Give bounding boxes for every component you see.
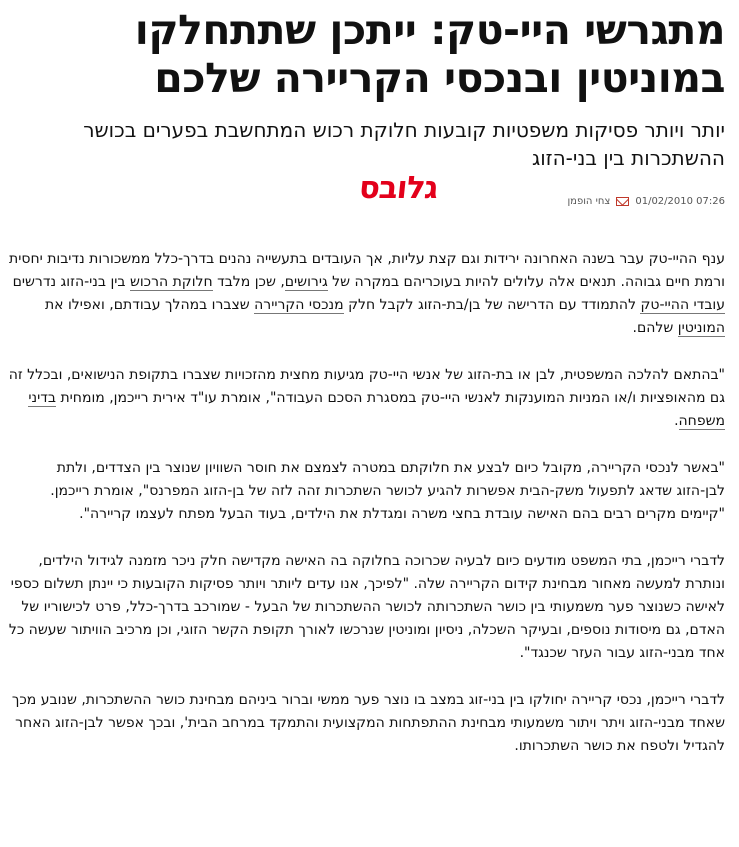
globes-logo[interactable]: גלובס: [356, 170, 439, 206]
paragraph-text: "בהתאם להלכה המשפטית, לבן או בת-הזוג של אנשי היי-טק מגיעות מחצית מהזכויות שצברו בתקופת הנישואים, ובכלל זה גם מהאופציות ו/או המניות המוענקות לאנשי היי-טק במסגרת הסכם העבודה", אומרת עו"ד אירית רייכמן, מומחית: [8, 367, 725, 406]
article-paragraph: [8, 248, 725, 340]
paragraph-text: בין בני-הזוג נדרשים: [12, 274, 130, 290]
article-paragraph: [8, 364, 725, 433]
paragraph-text: .: [674, 413, 679, 429]
mail-icon[interactable]: [616, 197, 629, 206]
byline: [567, 196, 725, 207]
byline-date-value: 01/02/2010: [635, 196, 693, 207]
inline-tag-link[interactable]: חלוקת הרכוש: [129, 274, 213, 290]
paragraph-text: להתמודד עם הדרישה של בן/בת-הזוג לקבל חלק: [343, 297, 641, 313]
paragraph-text: לדברי רייכמן, בתי המשפט מודעים כיום לבעיה שכרוכה בחלוקה בה האישה מקדישה חלק ניכר מזמנה לגידול הילדים, ונותרת למעשה מאחור מבחינת קידום הקריירה שלה. "לפיכך, אנו עדים ליותר ויותר פסיקות הקובעות כי יינתן תשלום כספי לאישה כשנוצר פער משמעותי בין כושר השתכרותה לכושר ההשתכרות של הבעל - שמורכב בדרך-כלל, פרט לכישוריו של האדם, גם מיסודות נוספים, ובעיקר השכלה, ניסיון ומוניטין שנרכשו לאורך תקופת הקשר הזוגי, וכן מרכיב הוויתור שעשה כל אחד מבני-הזוג עבור העזר שכנגד".: [8, 553, 725, 661]
meta-row: [8, 170, 725, 220]
inline-tag-link[interactable]: מנכסי הקריירה: [254, 297, 344, 313]
inline-tag-link[interactable]: המוניטין: [677, 320, 725, 336]
article-body: [8, 248, 725, 758]
paragraph-text: שלהם.: [632, 320, 678, 336]
paragraph-text: ענף ההיי-טק עבר בשנה האחרונה ירידות וגם קצת עליות, אך העובדים בתעשייה נהנים בדרך-כלל ממשכורות נדיבות יחסית ורמת חיים גבוהה. תנאים אלה עלולים להיות בעוכריהם במקרה של: [9, 251, 725, 290]
paragraph-text: לדברי רייכמן, נכסי קריירה יחולקו בין בני-זוג במצב בו נוצר פער ממשי וברור ביניהם מבחינת כושר ההשתכרות, שנובע מכך שאחד מבני-הזוג ויתר ויתור משמעותי מבחינת ההתפתחות המקצועית והתמקד במרחב הבית', ובכך אפשר לבן-הזוג האחר להגדיל ולטפח את כושר השתכרותו.: [11, 692, 725, 754]
byline-time: 07:26: [696, 196, 725, 207]
inline-tag-link[interactable]: עובדי ההיי-טק: [640, 297, 725, 313]
article-paragraph: [8, 550, 725, 665]
inline-tag-link[interactable]: בדיני משפחה: [28, 390, 725, 429]
article-paragraph: [8, 689, 725, 758]
article-paragraph: [8, 457, 725, 526]
subheadline: יותר ויותר פסיקות משפטיות קובעות חלוקת רכוש המתחשבת בפערים בכושר ההשתכרות בין בני-הזוג: [83, 118, 725, 170]
paragraph-text: , שכן מלבד: [212, 274, 285, 290]
paragraph-text: "באשר לנכסי הקריירה, מקובל כיום לבצע את חלוקתם במטרה לצמצם את חוסר השוויון שנוצר בין הצדדים, ולתת לבן-הזוג שדאג לתפעול משק-הבית אפשרות להגיע לכושר השתכרות זהה לזה של בן-הזוג המפרנס", אומרת רייכמן. "קיימים מקרים רבים בהם האישה עובדת בחצי משרה ומגדלת את הילדים, בעוד הבעל מפתח לעצמו קריירה".: [50, 460, 725, 522]
byline-date: [635, 196, 725, 207]
headline: מתגרשי היי-טק: ייתכן שתתחלקו במוניטין ובנכסי הקריירה שלכם: [134, 6, 725, 102]
inline-tag-link[interactable]: גירושים: [284, 274, 328, 290]
byline-author[interactable]: צחי הופמן: [567, 196, 611, 207]
article-page: [0, 6, 739, 847]
paragraph-text: שצברו במהלך עבודתם, ואפילו את: [44, 297, 255, 313]
